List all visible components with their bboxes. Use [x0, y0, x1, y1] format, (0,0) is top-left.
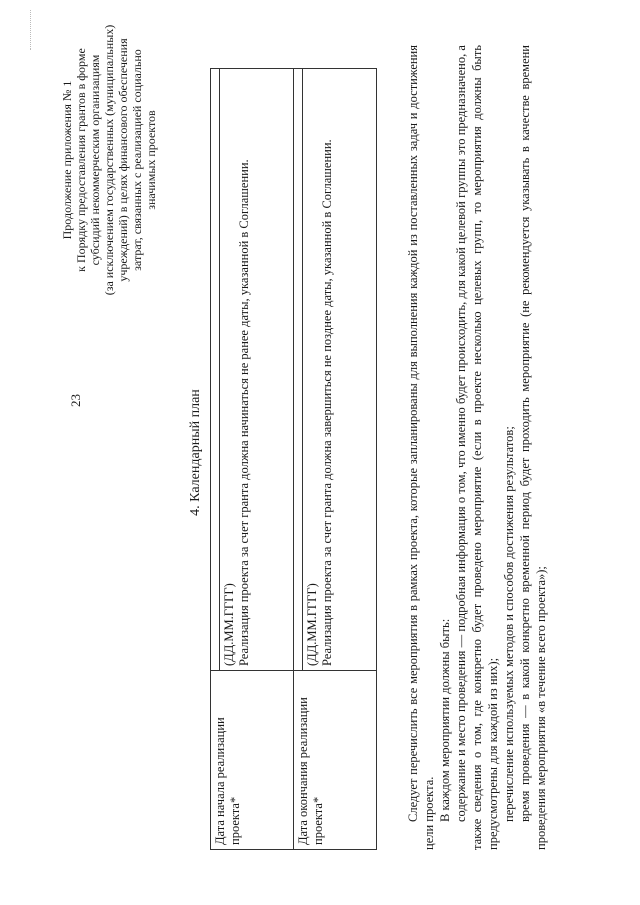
table-row	[294, 69, 303, 850]
start-date-label: Дата начала реализации проекта*	[211, 671, 294, 850]
end-date-description-cell	[303, 69, 377, 671]
page-number: 23	[68, 394, 83, 407]
end-date-format: (ДД.ММ.ГГГГ)	[305, 583, 319, 666]
scan-artifact-edge	[30, 10, 35, 50]
appendix-note-line: к Порядку предоставления грантов в форме	[74, 48, 88, 272]
end-date-label: Дата окончания реализации проекта*	[294, 671, 377, 850]
appendix-note-line: значимых проектов	[144, 110, 158, 210]
appendix-note	[60, 20, 158, 300]
appendix-note-line: учреждений) в целях финансового обеспечения	[116, 38, 130, 282]
instructions-paragraph: содержание и место проведения — подробная информация о том, что именно будет происходить, для какой целевой группы это предназначено, а также сведения о том, где конкретно будет проведено мероприятие (если в проекте несколько целевых групп, то мероприятия должны быть предусмотрены для каждой из них);	[454, 45, 500, 850]
instructions-text	[405, 45, 549, 850]
table-row	[211, 69, 220, 850]
start-date-description-cell	[220, 69, 294, 671]
start-date-format: (ДД.ММ.ГГГГ)	[222, 583, 236, 666]
start-date-description: Реализация проекта за счет гранта должна начинаться не ранее даты, указанной в Соглашении.	[237, 159, 251, 666]
instructions-paragraph: перечисление используемых методов и способов достижения результатов;	[502, 426, 516, 822]
section-title: 4. Календарный план	[188, 389, 203, 516]
instructions-paragraph: В каждом мероприятии должны быть:	[438, 618, 452, 822]
appendix-note-line: (за исключением государственных (муниципальных)	[102, 24, 116, 296]
end-date-value-cell	[294, 69, 303, 671]
appendix-note-line: затрат, связанных с реализацией социально	[130, 49, 144, 271]
end-date-description: Реализация проекта за счет гранта должна завершиться не позднее даты, указанной в Соглашении.	[320, 139, 334, 666]
appendix-note-line: субсидий некоммерческим организациям	[88, 54, 102, 266]
appendix-note-line: Продолжение приложения № 1	[60, 80, 74, 240]
instructions-paragraph: Следует перечислить все мероприятия в рамках проекта, которые запланированы для выполнения каждой из поставленных задач и достижения цели проекта.	[406, 45, 436, 850]
instructions-paragraph: время проведения — в какой конкретно временной период будет проходить мероприятие (не рекомендуется указывать в качестве времени проведения мероприятия «в течение всего проекта»);	[518, 45, 548, 850]
start-date-value-cell	[211, 69, 220, 671]
calendar-plan-table	[210, 68, 377, 850]
